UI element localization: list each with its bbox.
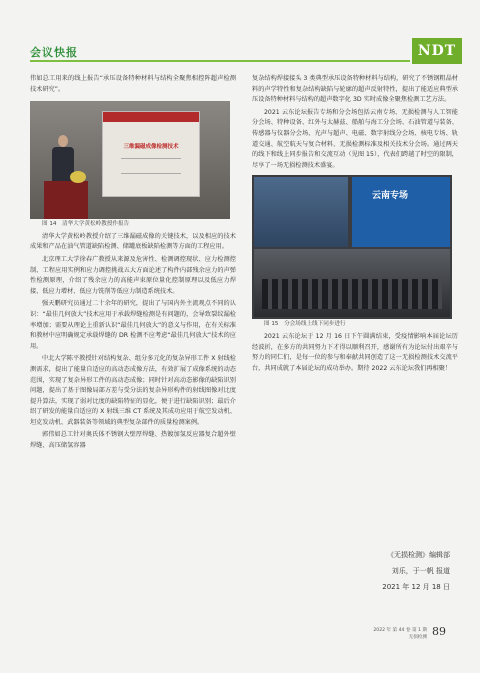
paragraph: 郭伟如总工针对奥氏体不锈钢大壁厚焊缝、热镀加氢反应器复合超外壁焊缝、高压储氢容器 — [30, 431, 236, 450]
paragraph: 清华大学黄松岭教授介绍了三维漏磁成像的关键技术，以及相应的技术成果和产品在油气管道缺陷检测、储罐底板缺陷检测等方面的工程应用。 — [30, 232, 236, 251]
podium — [44, 181, 88, 219]
paragraph: 中北大学陈平教授针对结构复杂、组分多元化的复杂异形工件 X 射线检测需求，提出了能量自适应的高动态成像方法，有效扩展了成像系统的动态范围，实现了复杂异形工件的高动态成像；同时针对高动态影像的缺陷识别问题，提出了基于图像局部方差与受分法的复杂异形构件的射线图像对比度提升算法，实现了弱对比度的缺陷特征的显化，便于进行缺陷识别；最后介绍了研发的能量自适应的 X 射线三维 CT 系统及其成功应用于航空发动机、坦克发动机、武器装备等领域的典型复杂部件的质量检测案例。 — [30, 355, 236, 426]
header-rule — [30, 60, 410, 62]
slide-heading: 三维漏磁成像检测技术 — [123, 144, 179, 151]
venue-screen-right — [352, 177, 450, 247]
signature-dept: 《无损检测》编辑部 — [387, 551, 450, 559]
slide-text-lines — [121, 158, 181, 174]
left-column — [30, 74, 236, 454]
ndt-logo: NDT — [412, 38, 462, 64]
banner-text: 云南专场 — [372, 191, 409, 202]
paragraph: 2021 云东论坛于 12 月 16 日下午圆满结束，受疫情影响本届论坛历经波折，在多方的共同努力下才得以顺利召开，感谢所有为论坛付出艰辛与努力的同仁们，是每一位的参与和奉献共同创造了这一无损检测技术交流平台，共同成就了本届论坛的成功举办。期待 2022 云东论坛我们再相聚！ — [252, 332, 458, 372]
paragraph: 伟如总工用来的线上报告“承压设备特种材料与结构全聚焦相控阵超声检测技术研究”。 — [30, 75, 236, 93]
paragraph: 复杂结构焊接接头 3 类典型承压设备特种材料与结构，研究了不锈钢粗晶材料的声学特性和复杂结构缺陷与轮廓的超声反射特性，提出了能适应典型承压设备特种材料与结构的超声数字化 3D 实时成像全聚焦检测工艺方法。 — [252, 75, 458, 104]
signature-date: 2021 年 12 月 18 日 — [382, 583, 450, 591]
audience-rows — [262, 279, 442, 309]
slide-red-band — [103, 112, 199, 122]
section-title: 会议快报 — [30, 46, 78, 59]
paragraph: 北京理工大学徐春广教授从来源及危害性、检测调控现状、应力检测控制、工程应用实例和应力调控挑战五大方面论述了构件内部残余应力的声弹性检测原理，介绍了残余应力的高能声束原位量化控制原理以及低应力焊接、低应力增材、低应力铣削等低应力制造系统技术。 — [30, 255, 236, 295]
presentation-screen — [102, 111, 200, 197]
paragraph: 2021 云东论坛报告专场和分会场包括云南专场、无损检测与人工智能分会场、特种设备、红外与太赫兹、船舶与海工分会场、石油管道与装备、传感器与仪器分会场、光声与超声、电磁、数字射线分会场、核电专场、轨道交通、航空航天与复合材料、无损检测标准及相关技术分会场。通过两天的线下和线上同步报告和交流互动（见图 15），代表们跨越了时空的限制，尽享了一场无损检测技术盛宴。 — [252, 108, 458, 169]
footer-meta — [352, 627, 427, 641]
page-number: 89 — [432, 625, 446, 638]
speaker-head — [58, 135, 68, 147]
figure-14-caption: 图 14 清华大学黄松岭教授作报告 — [42, 221, 130, 228]
figure-14-photo — [30, 101, 230, 219]
page-header — [0, 0, 480, 62]
issue-info: 2022 年 第 44 卷 第 1 期 — [373, 628, 427, 633]
signature-block — [382, 550, 450, 592]
figure-15-photo — [252, 175, 452, 319]
figure-15-caption: 图 15 分会场线上线下同步进行 — [264, 321, 346, 328]
paragraph: 强天鹏研究员通过二十余年的研究，提出了与国内外主流观点不同的认识：“最佳几何放大”技术应用于承载焊缝检测是有问题的，会导致裂纹漏检率增加；需要从理论上重新认识“最佳几何放大”的意义与作用，在有关标准和教材中应明确规定承载焊缝的 DR 检测不应考虑“最佳几何放大”技术的应用。 — [30, 300, 236, 350]
signature-authors: 刘乐，于一帆 报道 — [391, 567, 450, 575]
journal-name: 无损检测 — [408, 635, 427, 640]
venue-screen-left — [254, 177, 348, 247]
right-column — [252, 74, 458, 376]
